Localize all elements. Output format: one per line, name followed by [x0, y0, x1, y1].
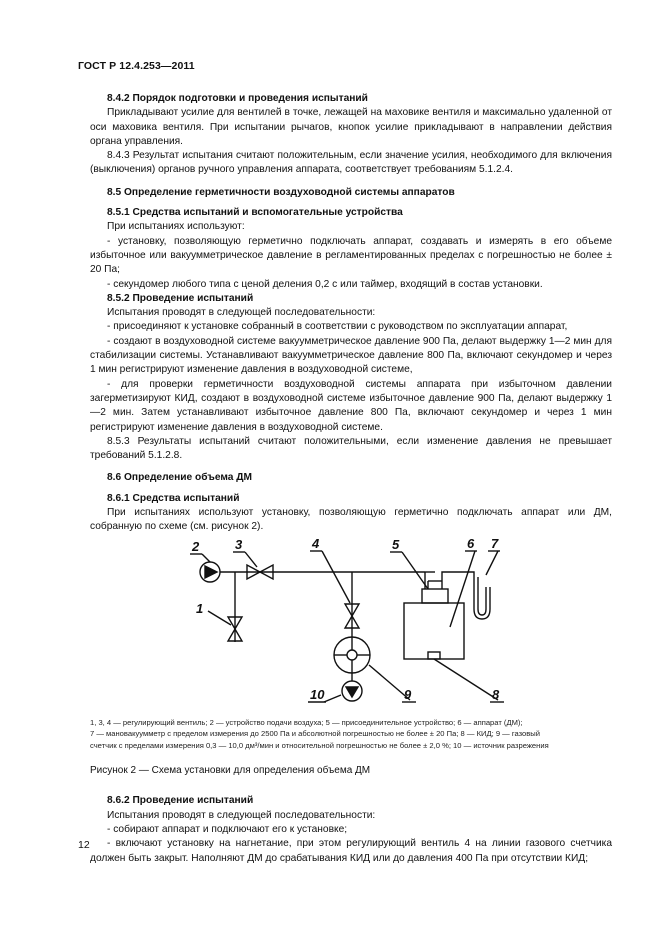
list-item: - установку, позволяющую герметично подключать аппарат, создавать и измерять в его объеме избыточное или вакуумметрическое давление в регламентированных пределах с погрешностью не более ± 20 Па; — [90, 235, 612, 276]
list-item: - включают установку на нагнетание, при этом регулирующий вентиль 4 на линии газового счетчика должен быть закрыт. Наполняют ДМ до срабатывания КИД или до давления 400 Па при отсутствии КИД; — [90, 838, 612, 864]
kid-valve — [428, 652, 440, 659]
paragraph: 8.4.3 Результат испытания считают положительным, если значение усилия, необходимого для включения (выключения) органов ручного управления аппарата, соответствует требованиям 5.1.2.4. — [90, 150, 612, 176]
paragraph: Прикладывают усилие для вентилей в точке, лежащей на маховике вентиля и максимально удаленной от оси маховика вентиля. При испытании рычагов, кнопок усилие прикладывают в направлении действия органа управления. — [90, 107, 612, 147]
figure-label-1: 1 — [196, 600, 204, 616]
paragraph: 8.5.3 Результаты испытаний считают положительными, если изменение давления не превышает требований 5.1.2.8. — [90, 435, 612, 462]
paragraph: Испытания проводят в следующей последовательности: — [107, 307, 376, 319]
figure-caption-line: 1, 3, 4 — регулирующий вентиль; 2 — устройство подачи воздуха; 5 — присоединительное устройство; 6 — аппарат (ДМ); — [90, 717, 523, 727]
leader-7 — [486, 551, 498, 575]
paragraph: При испытаниях используют установку, позволяющую герметично подключать аппарат или ДМ, собранную по схеме (см. рисунок 2). — [90, 507, 612, 533]
leader-8 — [434, 659, 498, 700]
section-heading-8-4-2: 8.4.2 Порядок подготовки и проведения испытаний — [107, 93, 368, 104]
section-heading-8-5-1: 8.5.1 Средства испытаний и вспомогательные устройства — [107, 207, 403, 219]
section-heading-8-6: 8.6 Определение объема ДМ — [107, 472, 252, 484]
figure-title: Рисунок 2 — Схема установки для определения объема ДМ — [90, 765, 371, 777]
figure-label-8: 8 — [492, 686, 500, 702]
list-item: - секундомер любого типа с ценой деления 0,2 с или таймер, входящий в состав установки. — [107, 278, 543, 290]
section-heading-8-6-1: 8.6.1 Средства испытаний — [107, 492, 240, 504]
leader-6 — [450, 551, 475, 627]
manovacuummeter-inner — [478, 577, 486, 615]
figure-label-10: 10 — [310, 686, 325, 702]
section-heading-8-5-2: 8.5.2 Проведение испытаний — [107, 292, 254, 304]
section-heading-8-6-2: 8.6.2 Проведение испытаний — [107, 795, 254, 807]
leader-2 — [202, 554, 210, 562]
figure-caption-line: счетчик с пределами измерения 0,3 — 10,0 дм³/мин и относительной погрешностью не более ± 2,0 %; 10 — источник разрежения — [90, 740, 549, 750]
figure-2-diagram — [90, 537, 612, 717]
gas-meter-core — [347, 650, 357, 660]
air-supply-arrow — [205, 566, 217, 578]
leader-1 — [208, 611, 231, 625]
connector-device — [422, 589, 448, 603]
figure-label-2: 2 — [192, 538, 200, 554]
page-number: 12 — [78, 839, 90, 851]
figure-label-7: 7 — [491, 536, 499, 551]
figure-label-5: 5 — [392, 536, 400, 552]
vacuum-source-arrow — [346, 687, 358, 697]
figure-label-6: 6 — [467, 536, 475, 551]
list-item: - для проверки герметичности воздуховодной системы аппарата при избыточном давлении загерметизируют КИД, создают в воздуховодной системе избыточное давление 900 Па, делают выдержку 1—2 мин. Затем устанавливают избыточное давление 800 Па, включают секундомер и через 1 мин регистрируют изменение давления в воздуховодной системе. — [90, 378, 612, 433]
list-item: - присоединяют к установке собранный в соответствии с руководством по эксплуатации аппарат, — [107, 321, 568, 333]
schematic-svg — [90, 537, 612, 717]
leader-4 — [322, 551, 350, 603]
list-item: - создают в воздуховодной системе вакуумметрическое давление 900 Па, делают выдержку 1—2 мин для стабилизации системы. Устанавливают вакуумметрическое давление 800 Па, включают секундомер и через 1 мин регистрируют изменение давления в воздуховодной системе, — [90, 335, 612, 376]
leader-5 — [402, 552, 428, 589]
paragraph: Испытания проводят в следующей последовательности: — [107, 809, 376, 821]
list-item: - собирают аппарат и подключают его к установке; — [107, 824, 348, 835]
figure-caption-line: 7 — мановакуумметр с пределом измерения до 2500 Па и абсолютной погрешностью не более ± 20 Па; 8 — КИД; 9 — газовый — [90, 729, 540, 739]
figure-label-3: 3 — [235, 536, 243, 552]
section-heading-8-5: 8.5 Определение герметичности воздуховодной системы аппаратов — [107, 186, 455, 198]
figure-label-4: 4 — [312, 536, 320, 551]
figure-label-9: 9 — [404, 686, 412, 702]
leader-10 — [324, 695, 341, 702]
paragraph: При испытаниях используют: — [107, 221, 245, 233]
document-header: ГОСТ Р 12.4.253—2011 — [78, 60, 195, 72]
document-body — [90, 92, 612, 866]
